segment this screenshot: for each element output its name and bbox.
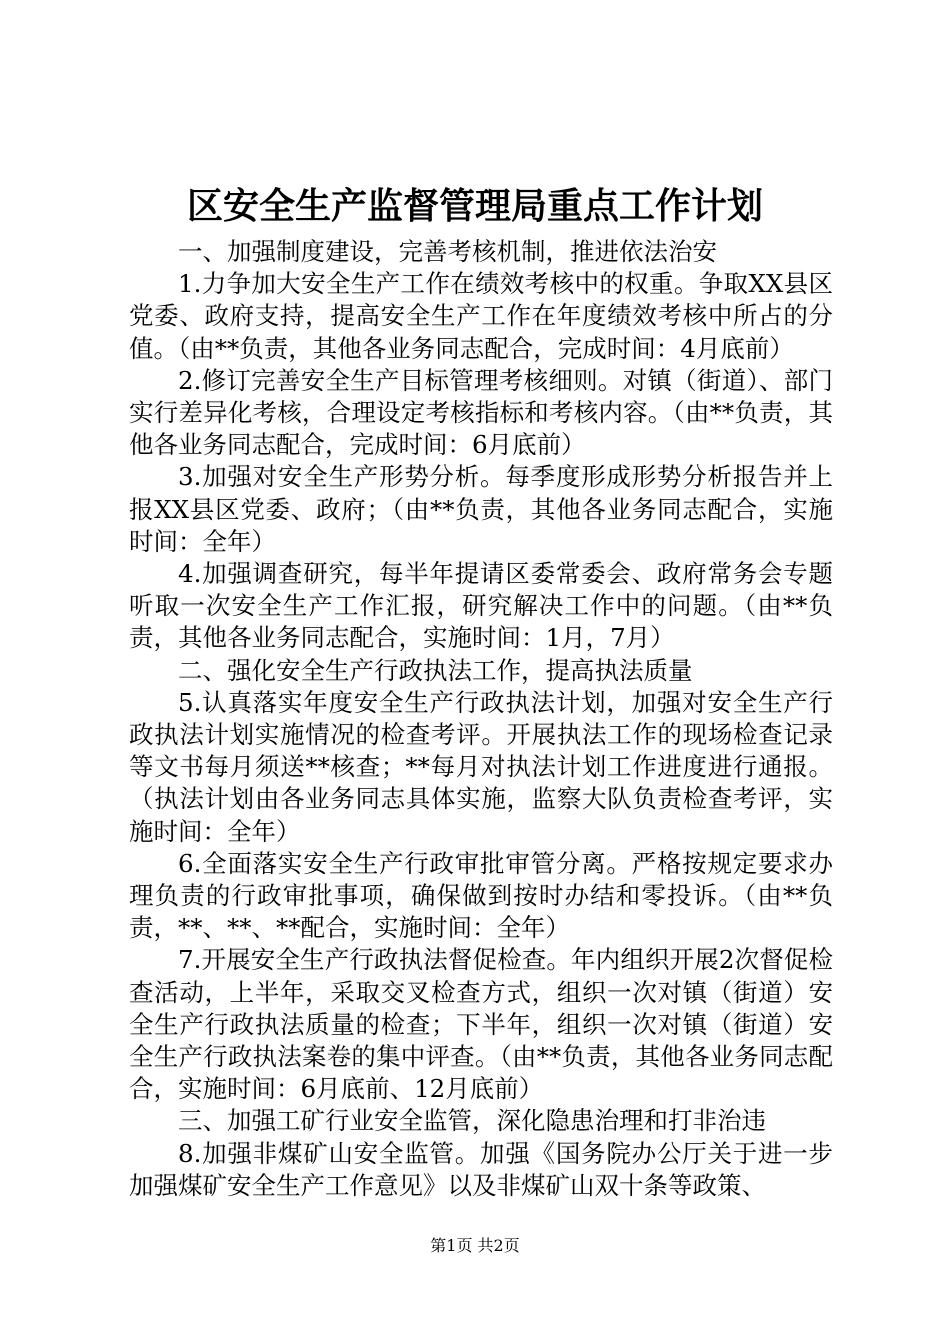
paragraph: 1.力争加大安全生产工作在绩效考核中的权重。争取XX县区党委、政府支持，提高安全生产工作在年度绩效考核中所占的分值。（由**负责，其他各业务同志配合，完成时间：4月底前） [129,269,833,363]
document-body [129,236,833,1202]
paragraph: 5.认真落实年度安全生产行政执法计划，加强对安全生产行政执法计划实施情况的检查考评。开展执法工作的现场检查记录等文书每月须送**核查；**每月对执法计划工作进度进行通报。（执法计划由各业务同志具体实施，监察大队负责检查考评，实施时间：全年） [129,687,833,846]
paragraph: 3.加强对安全生产形势分析。每季度形成形势分析报告并上报XX县区党委、政府；（由**负责，其他各业务同志配合，实施时间：全年） [129,462,833,556]
section-heading: 三、加强工矿行业安全监管，深化隐患治理和打非治违 [178,1106,766,1136]
paragraph: 7.开展安全生产行政执法督促检查。年内组织开展2次督促检查活动，上半年，采取交叉检查方式，组织一次对镇（街道）安全生产行政执法质量的检查；下半年，组织一次对镇（街道）安全生产行政执法案卷的集中评查。（由**负责，其他各业务同志配合，实施时间：6月底前、12月底前） [129,945,833,1104]
page-footer: 第1页 共2页 [430,1236,520,1255]
section-heading: 二、强化安全生产行政执法工作，提高执法质量 [178,655,693,685]
paragraph: 2.修订完善安全生产目标管理考核细则。对镇（街道）、部门实行差异化考核，合理设定考核指标和考核内容。（由**负责，其他各业务同志配合，完成时间：6月底前） [129,365,833,460]
section-heading: 一、加强制度建设，完善考核机制，推进依法治安 [178,237,717,266]
document-title: 区安全生产监督管理局重点工作计划 [186,185,763,227]
paragraph: 6.全面落实安全生产行政审批审管分离。严格按规定要求办理负责的行政审批事项，确保做到按时办结和零投诉。（由**负责，**、**、**配合，实施时间：全年） [129,848,833,943]
paragraph: 8.加强非煤矿山安全监管。加强《国务院办公厅关于进一步加强煤矿安全生产工作意见》以及非煤矿山双十条等政策、 [129,1138,833,1200]
paragraph: 4.加强调查研究，每半年提请区委常委会、政府常务会专题听取一次安全生产工作汇报，研究解决工作中的问题。（由**负责，其他各业务同志配合，实施时间：1月，7月） [129,559,833,653]
